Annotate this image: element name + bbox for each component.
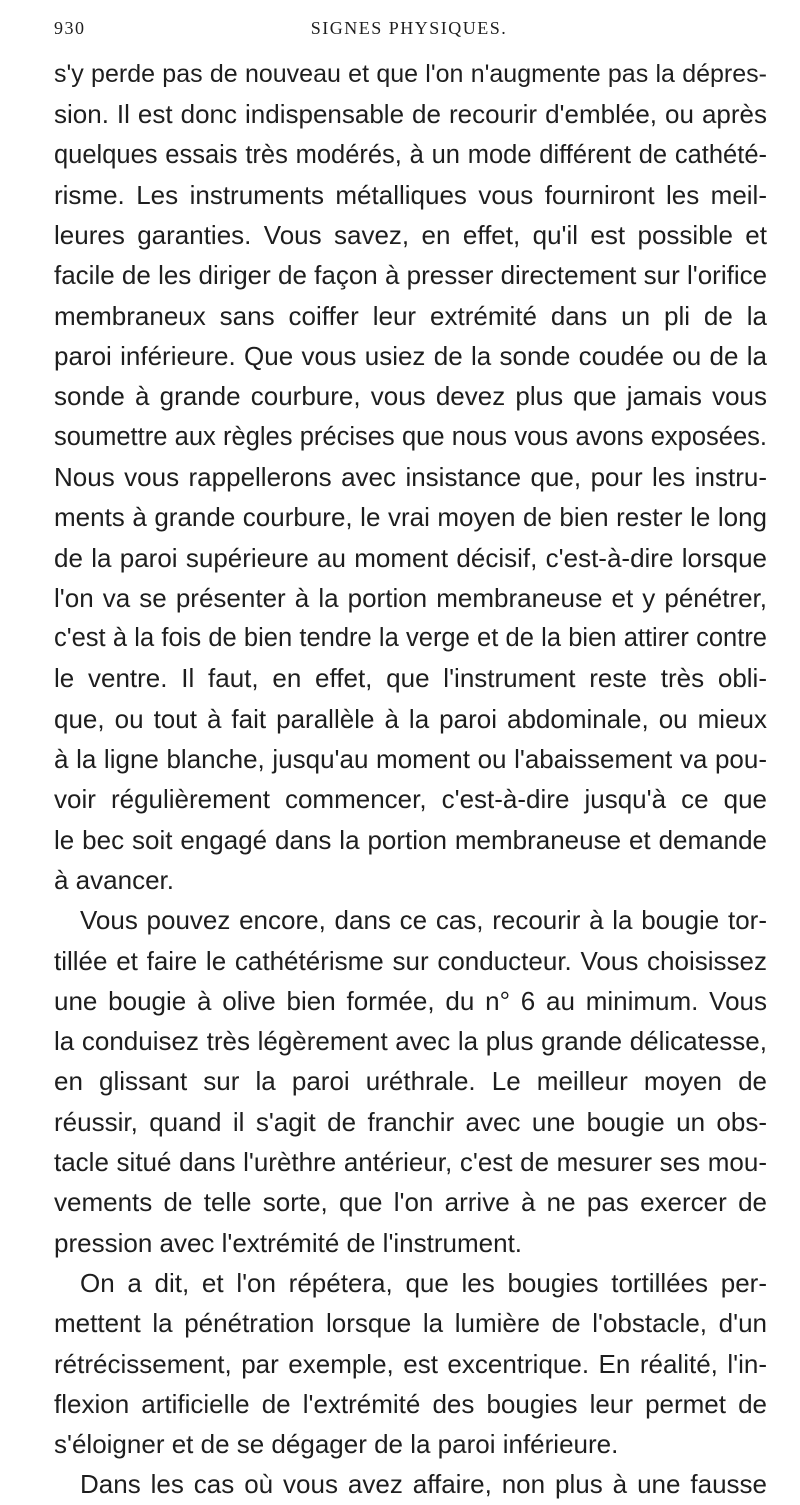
text-line: le ventre. Il faut, en effet, que l'instrument reste très obli-	[54, 663, 767, 694]
text-line: Dans les cas où vous avez affaire, non plus à une fausse	[80, 1469, 767, 1500]
text-line: à la ligne blanche, jusqu'au moment ou l'abaissement va pou-	[54, 744, 767, 775]
text-line: vements de telle sorte, que l'on arrive à ne pas exercer de	[54, 1187, 767, 1218]
running-title: SIGNES PHYSIQUES.	[310, 18, 508, 38]
text-line: leures garanties. Vous savez, en effet, qu'il est possible et	[54, 220, 767, 251]
text-line: le bec soit engagé dans la portion membraneuse et demande	[54, 824, 767, 855]
text-line: soumettre aux règles précises que nous vous avons exposées.	[54, 422, 767, 451]
text-line: tillée et faire le cathétérisme sur conducteur. Vous choisissez	[54, 945, 767, 976]
body-text	[54, 54, 767, 1505]
text-line: rétrécissement, par exemple, est excentrique. En réalité, l'in-	[54, 1348, 767, 1379]
text-line: réussir, quand il s'agit de franchir avec une bougie un obs-	[54, 1106, 767, 1137]
text-line: mettent la pénétration lorsque la lumière de l'obstacle, d'un	[54, 1308, 767, 1339]
text-line: la conduisez très légèrement avec la plus grande délicatesse,	[54, 1026, 767, 1057]
text-line: une bougie à olive bien formée, du n° 6 au minimum. Vous	[54, 985, 767, 1016]
text-line: paroi inférieure. Que vous usiez de la sonde coudée ou de la	[54, 341, 767, 372]
text-line: voir régulièrement commencer, c'est-à-dire jusqu'à ce que	[54, 784, 767, 815]
text-line: que, ou tout à fait parallèle à la paroi abdominale, ou mieux	[54, 703, 767, 734]
text-line: de la paroi supérieure au moment décisif, c'est-à-dire lorsque	[54, 542, 767, 573]
text-line: à avancer.	[54, 864, 174, 895]
text-line: risme. Les instruments métalliques vous fourniront les meil-	[54, 179, 767, 210]
text-line: On a dit, et l'on répétera, que les bougies tortillées per-	[80, 1267, 767, 1298]
text-line: flexion artificielle de l'extrémité des bougies leur permet de	[54, 1388, 767, 1419]
text-line: Nous vous rappellerons avec insistance que, pour les instru-	[54, 461, 767, 492]
text-line: membraneux sans coiffer leur extrémité dans un pli de la	[54, 300, 767, 331]
text-line: facile de les diriger de façon à presser directement sur l'orifice	[54, 260, 767, 291]
text-line: tacle situé dans l'urèthre antérieur, c'est de mesurer ses mou-	[54, 1147, 767, 1178]
text-line: Vous pouvez encore, dans ce cas, recourir à la bougie tor-	[80, 905, 767, 936]
text-line: ments à grande courbure, le vrai moyen de bien rester le long	[54, 502, 767, 533]
text-line: c'est à la fois de bien tendre la verge et de la bien attirer contre	[54, 624, 767, 653]
text-line: s'éloigner et de se dégager de la paroi inférieure.	[54, 1429, 619, 1460]
text-line: quelques essais très modérés, à un mode différent de cathété-	[54, 140, 767, 169]
text-line: s'y perde pas de nouveau et que l'on n'augmente pas la dépres-	[54, 60, 767, 88]
text-line: pression avec l'extrémité de l'instrument.	[54, 1227, 523, 1258]
page-header	[54, 18, 764, 46]
text-line: sion. Il est donc indispensable de recourir d'emblée, ou après	[54, 99, 767, 130]
text-line: l'on va se présenter à la portion membraneuse et y pénétrer,	[54, 582, 767, 613]
page-number: 930	[54, 18, 86, 38]
text-line: sonde à grande courbure, vous devez plus que jamais vous	[54, 381, 767, 412]
text-line: en glissant sur la paroi uréthrale. Le meilleur moyen de	[54, 1066, 767, 1097]
